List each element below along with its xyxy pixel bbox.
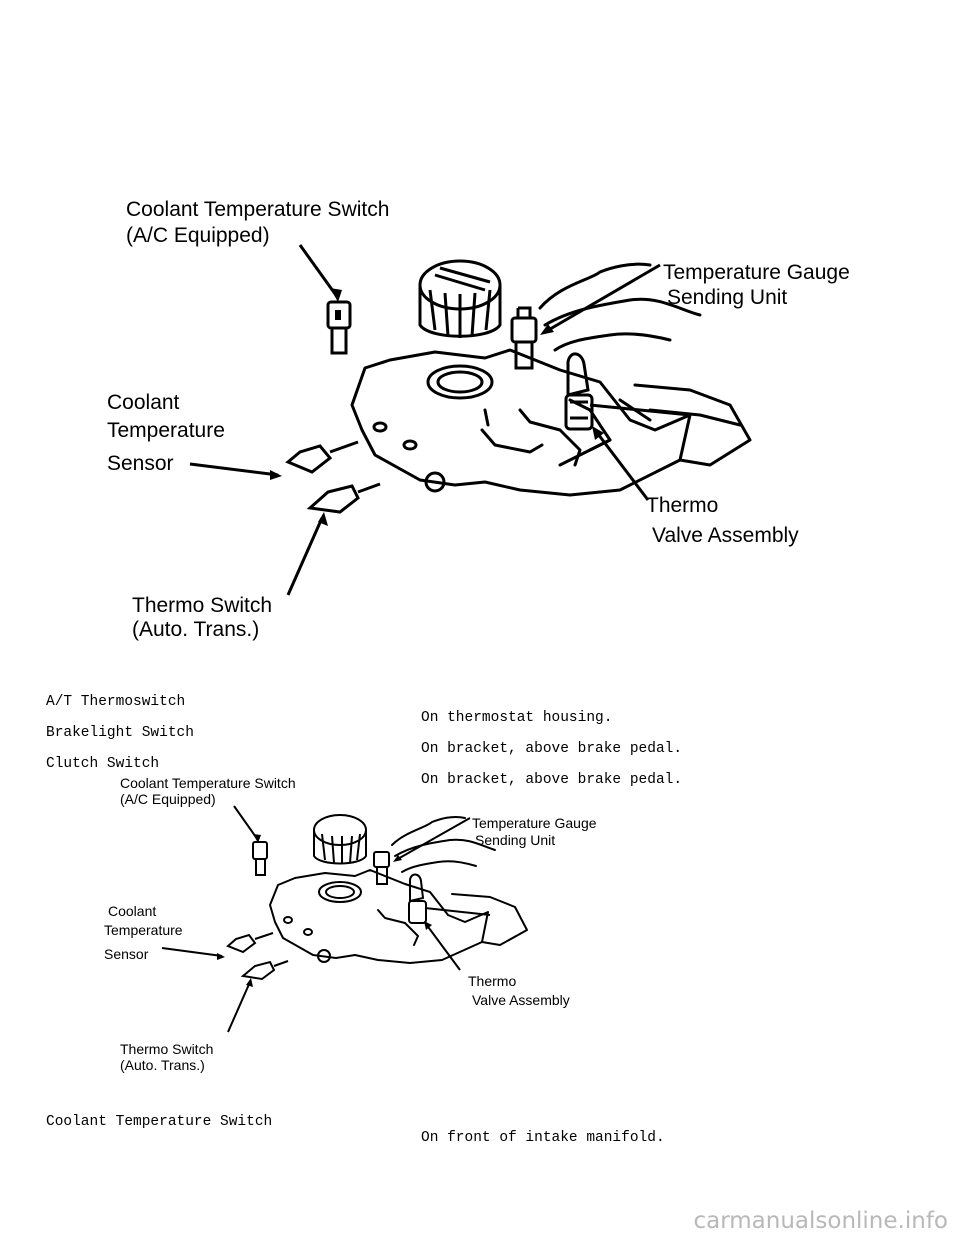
- component-location: On bracket, above brake pedal.: [421, 741, 683, 757]
- component-location: On thermostat housing.: [421, 710, 613, 726]
- table-row: [0, 678, 960, 726]
- table-row: [0, 709, 960, 757]
- label-coolant: Coolant: [107, 391, 180, 414]
- label-thermo-switch: Thermo Switch: [132, 594, 273, 617]
- label-thermo: Thermo: [646, 494, 719, 517]
- sensor-location-diagram-large: [90, 190, 870, 650]
- label-sending-unit: Sending Unit: [475, 832, 556, 848]
- label-temp-gauge: Temperature Gauge: [663, 261, 850, 284]
- label-valve-assembly: Valve Assembly: [652, 524, 799, 547]
- component-location: On front of intake manifold.: [421, 1130, 665, 1146]
- label-temperature: Temperature: [107, 419, 225, 442]
- label-coolant: Coolant: [108, 903, 157, 919]
- label-auto-trans: (Auto. Trans.): [132, 618, 260, 641]
- label-auto-trans: (Auto. Trans.): [120, 1057, 205, 1073]
- table-row: [0, 1098, 960, 1146]
- label-coolant-temp-switch: Coolant Temperature Switch: [120, 775, 296, 791]
- label-coolant-temp-switch: Coolant Temperature Switch: [126, 198, 390, 221]
- diagram-small: [100, 770, 660, 1080]
- watermark: carmanualsonline.info: [693, 1208, 948, 1234]
- label-ac-equipped: (A/C Equipped): [126, 224, 270, 247]
- label-temperature: Temperature: [104, 922, 183, 938]
- label-thermo: Thermo: [468, 973, 517, 989]
- component-name: Coolant Temperature Switch: [46, 1114, 273, 1130]
- label-sensor: Sensor: [107, 452, 174, 475]
- diagram-large: [90, 190, 870, 650]
- label-temp-gauge: Temperature Gauge: [472, 815, 597, 831]
- label-ac-equipped: (A/C Equipped): [120, 791, 216, 807]
- label-valve-assembly: Valve Assembly: [472, 992, 570, 1008]
- component-name: Brakelight Switch: [46, 725, 194, 741]
- component-name: A/T Thermoswitch: [46, 694, 186, 710]
- sensor-location-diagram-small: [100, 770, 660, 1080]
- label-sending-unit: Sending Unit: [667, 286, 788, 309]
- label-sensor: Sensor: [104, 946, 149, 962]
- component-name: Clutch Switch: [46, 756, 160, 772]
- label-thermo-switch: Thermo Switch: [120, 1041, 214, 1057]
- component-location: On bracket, above brake pedal.: [421, 772, 683, 788]
